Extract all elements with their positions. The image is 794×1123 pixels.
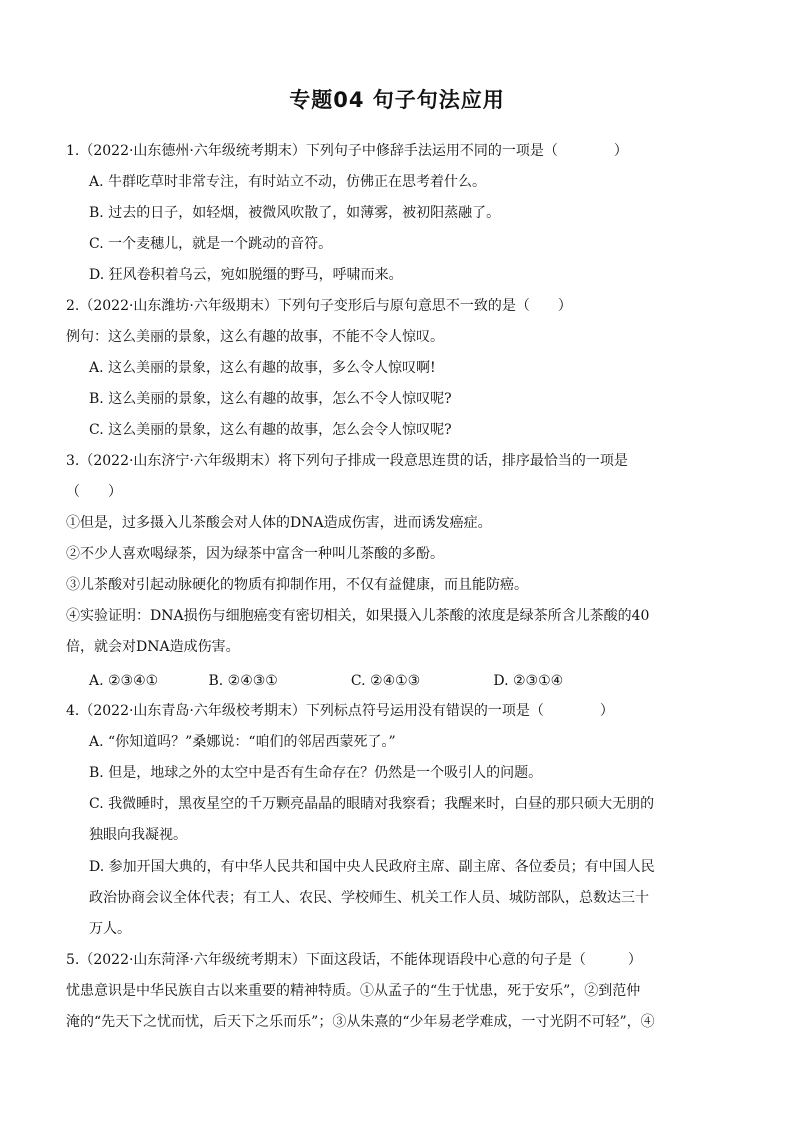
question-4-option-b: B. 但是，地球之外的太空中是否有生命存在？仍然是一个吸引人的问题。 <box>89 765 543 781</box>
question-5-passage-line-1: 忧患意识是中华民族自古以来重要的精神特质。①从孟子的“生于忧患，死于安乐”，②到范仲 <box>66 983 641 999</box>
question-3-sentence-4-cont: 倍，就会对DNA造成伤害。 <box>66 639 240 655</box>
question-3-sentence-3: ③儿茶酸对引起动脉硬化的物质有抑制作用，不仅有益健康，而且能防癌。 <box>66 577 528 593</box>
question-3-sentence-1: ①但是，过多摄入儿茶酸会对人体的DNA造成伤害，进而诱发癌症。 <box>66 515 492 531</box>
question-3-sentence-4: ④实验证明：DNA损伤与细胞癌变有密切相关，如果摄入儿茶酸的浓度是绿茶所含儿茶酸的40 <box>66 608 650 624</box>
question-4-option-d-cont-1: 政治协商会议全体代表；有工人、农民、学校师生、机关工作人员、城防部队，总数达三十 <box>89 890 649 906</box>
question-5-stem: 5.（2022·山东菏泽·六年级统考期末）下面这段话，不能体现语段中心意的句子是（ ） <box>66 952 642 968</box>
question-4-stem: 4.（2022·山东青岛·六年级校考期末）下列标点符号运用没有错误的一项是（ ） <box>66 703 614 719</box>
question-1-option-b: B. 过去的日子，如轻烟，被微风吹散了，如薄雾，被初阳蒸融了。 <box>89 205 501 221</box>
question-2-option-a: A. 这么美丽的景象，这么有趣的故事，多么令人惊叹啊! <box>89 360 436 376</box>
question-1-stem: 1.（2022·山东德州·六年级统考期末）下列句子中修辞手法运用不同的一项是（ ） <box>66 143 628 159</box>
question-2-option-b: B. 这么美丽的景象，这么有趣的故事，怎么不令人惊叹呢? <box>89 391 452 407</box>
question-4-option-d-cont-2: 万人。 <box>89 921 131 937</box>
question-1-option-c: C. 一个麦穗儿，就是一个跳动的音符。 <box>89 236 333 252</box>
question-4-option-c: C. 我微睡时，黑夜星空的千万颗亮晶晶的眼睛对我察看；我醒来时，白昼的那只硕大无朋的 <box>89 796 655 812</box>
question-2-example: 例句：这么美丽的景象，这么有趣的故事，不能不令人惊叹。 <box>66 329 444 345</box>
question-3-option-a: A. ②③④① <box>89 673 159 689</box>
question-4-option-a: A. “你知道吗？”桑娜说：“咱们的邻居西蒙死了。” <box>89 734 396 750</box>
question-1-option-d: D. 狂风卷积着乌云，宛如脱缰的野马，呼啸而来。 <box>89 267 403 283</box>
question-5-passage-line-2: 淹的“先天下之忧而忧，后天下之乐而乐”；③从朱熹的“少年易老学难成，一寸光阴不可轻”，④ <box>66 1014 655 1030</box>
question-3-option-c: C. ②④①③ <box>350 673 421 689</box>
question-3-options <box>89 671 563 691</box>
question-3-option-b: B. ②④③① <box>208 673 278 689</box>
question-4-option-d: D. 参加开国大典的，有中华人民共和国中央人民政府主席、副主席、各位委员；有中国人民 <box>89 859 655 875</box>
question-3-answer-paren: （ ） <box>66 484 122 500</box>
question-2-stem: 2.（2022·山东潍坊·六年级期末）下列句子变形后与原句意思不一致的是（ ） <box>66 298 572 314</box>
question-3-stem: 3.（2022·山东济宁·六年级期末）将下列句子排成一段意思连贯的话，排序最恰当的一项是 <box>66 453 628 469</box>
question-3-sentence-2: ②不少人喜欢喝绿茶，因为绿茶中富含一种叫儿茶酸的多酚。 <box>66 546 444 562</box>
question-4-option-c-cont: 独眼向我凝视。 <box>89 827 187 843</box>
question-1-option-a: A. 牛群吃草时非常专注，有时站立不动，仿佛正在思考着什么。 <box>89 174 487 190</box>
question-3-option-d: D. ②③①④ <box>493 673 564 689</box>
question-2-option-c: C. 这么美丽的景象，这么有趣的故事，怎么会令人惊叹呢? <box>89 422 452 438</box>
page-title: 专题04 句子句法应用 <box>289 88 505 112</box>
